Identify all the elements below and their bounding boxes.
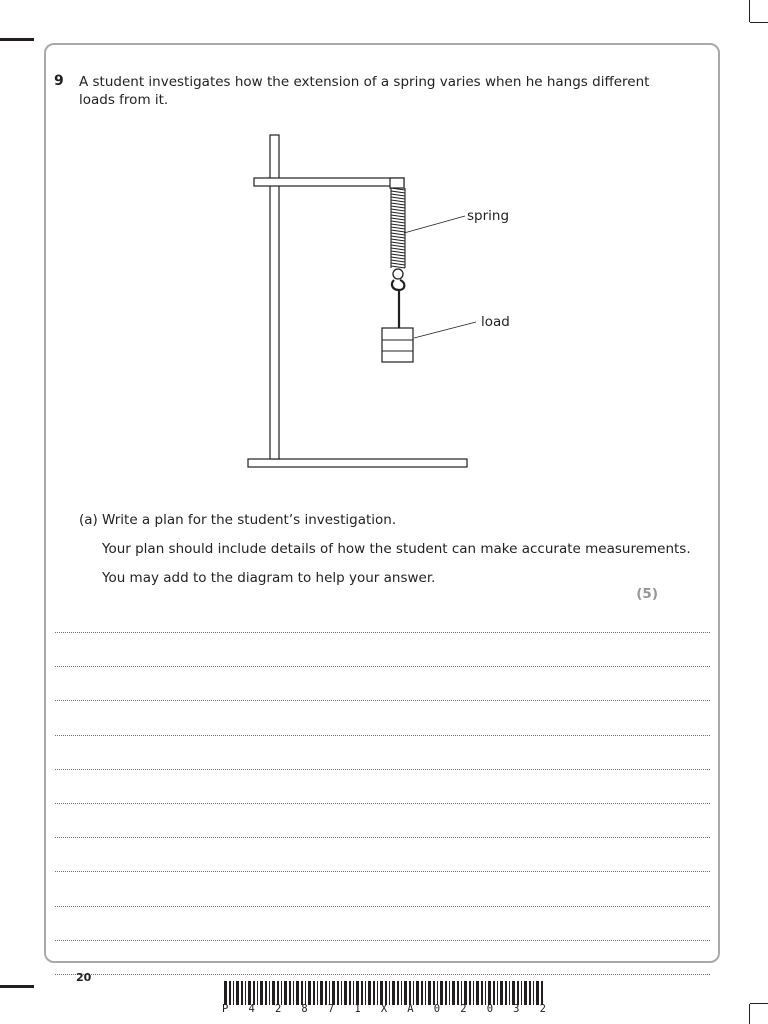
barcode-bar (277, 981, 279, 1005)
answer-line[interactable] (55, 871, 710, 905)
answer-line[interactable] (55, 632, 710, 666)
barcode-bar (260, 981, 263, 1005)
spring (391, 188, 405, 268)
barcode-char: 0 (486, 1003, 494, 1015)
barcode-char: 1 (354, 1003, 361, 1015)
hook (392, 280, 404, 328)
barcode-char: 0 (433, 1003, 441, 1015)
spring-diagram (240, 130, 540, 475)
barcode-char: 4 (248, 1003, 255, 1015)
barcode-bar (353, 981, 354, 1005)
barcode-bar (497, 981, 498, 1005)
barcode-bar (229, 981, 231, 1005)
barcode-bar (265, 981, 267, 1005)
part-a-instruction: Write a plan for the student’s investigation. (102, 512, 397, 528)
barcode-bar (341, 981, 342, 1005)
edge-mark-top (0, 38, 34, 41)
crop-mark (750, 1003, 768, 1004)
barcode-char: 8 (301, 1003, 308, 1015)
barcode-bar (505, 981, 507, 1005)
page-number: 20 (76, 971, 92, 984)
barcode-bar (529, 981, 531, 1005)
barcode-bar (512, 981, 515, 1005)
barcode-bar (296, 981, 299, 1005)
barcode-bar (233, 981, 234, 1005)
barcode-bar (308, 981, 311, 1005)
barcode-bar (449, 981, 450, 1005)
barcode-bar (289, 981, 291, 1005)
barcode-bar (301, 981, 303, 1005)
answer-line[interactable] (55, 974, 710, 975)
barcode-bar (445, 981, 447, 1005)
barcode-bar (293, 981, 294, 1005)
barcode-bar (464, 981, 467, 1005)
barcode-char: 2 (460, 1003, 467, 1015)
barcode-bar (320, 981, 323, 1005)
barcode-bar (488, 981, 491, 1005)
barcode-bar (337, 981, 339, 1005)
barcode-bar (509, 981, 510, 1005)
crop-mark (749, 0, 750, 22)
barcode-bar (245, 981, 246, 1005)
answer-line[interactable] (55, 769, 710, 803)
crop-mark (750, 22, 768, 23)
barcode-bar (257, 981, 258, 1005)
barcode-bar (385, 981, 387, 1005)
barcode-bar (401, 981, 402, 1005)
barcode-bar (344, 981, 347, 1005)
barcode-bar (425, 981, 426, 1005)
part-a-accuracy-note: Your plan should include details of how the student can make accurate measurements. (102, 541, 691, 557)
answer-lines[interactable] (55, 632, 710, 975)
barcode-bar (329, 981, 330, 1005)
barcode-bar (241, 981, 243, 1005)
barcode-bar (500, 981, 503, 1005)
load-mass (382, 328, 413, 362)
barcode-bar (485, 981, 486, 1005)
barcode-bar (433, 981, 435, 1005)
barcode-bar (521, 981, 522, 1005)
barcode-bar (469, 981, 471, 1005)
barcode-bar (368, 981, 371, 1005)
barcode-char: 7 (327, 1003, 335, 1015)
barcode-bar (224, 981, 227, 1005)
answer-line[interactable] (55, 735, 710, 769)
barcode-bar (413, 981, 414, 1005)
barcode-bar (476, 981, 479, 1005)
barcode-bar (313, 981, 315, 1005)
barcode-bar (533, 981, 534, 1005)
answer-line[interactable] (55, 700, 710, 734)
barcode-bar (536, 981, 539, 1005)
answer-line[interactable] (55, 837, 710, 871)
barcode-bar (248, 981, 251, 1005)
barcode-bar (392, 981, 395, 1005)
barcode-bar (541, 981, 543, 1005)
load-label: load (481, 314, 510, 330)
barcode-bar (349, 981, 351, 1005)
barcode-bar (377, 981, 378, 1005)
barcode-bar (461, 981, 462, 1005)
barcode-bar (389, 981, 390, 1005)
stand-base (248, 459, 467, 467)
barcode-bar (409, 981, 411, 1005)
barcode-bar (361, 981, 363, 1005)
barcode-text (222, 1003, 546, 1015)
barcode (224, 981, 544, 1005)
barcode-bar (416, 981, 419, 1005)
barcode-bar (440, 981, 443, 1005)
barcode-bar (365, 981, 366, 1005)
barcode-bar (325, 981, 327, 1005)
question-text: A student investigates how the extension of a spring varies when he hangs different loads from it. (79, 74, 650, 108)
barcode-bar (281, 981, 282, 1005)
clamp-block (390, 178, 404, 188)
barcode-bar (380, 981, 383, 1005)
answer-line[interactable] (55, 940, 710, 974)
answer-line[interactable] (55, 666, 710, 700)
stand-arm (254, 178, 404, 186)
question-number: 9 (54, 73, 64, 89)
spring-leader-line (404, 216, 465, 233)
barcode-char: 2 (539, 1003, 546, 1015)
marks-allocation: (5) (636, 586, 658, 602)
barcode-char: A (407, 1003, 414, 1015)
barcode-char: X (380, 1003, 388, 1015)
answer-line[interactable] (55, 803, 710, 837)
barcode-bar (269, 981, 270, 1005)
barcode-bar (356, 981, 359, 1005)
spring-label: spring (467, 208, 510, 224)
barcode-bar (404, 981, 407, 1005)
barcode-bar (397, 981, 399, 1005)
barcode-bar (517, 981, 519, 1005)
barcode-bar (373, 981, 375, 1005)
barcode-bar (421, 981, 423, 1005)
crop-mark (749, 1004, 750, 1024)
load-leader-line (414, 322, 476, 338)
barcode-bar (305, 981, 306, 1005)
barcode-bar (317, 981, 318, 1005)
barcode-bar (272, 981, 275, 1005)
barcode-bar (524, 981, 527, 1005)
edge-mark-bottom (0, 985, 34, 988)
spring-loop (393, 269, 403, 279)
barcode-char: 2 (274, 1003, 282, 1015)
barcode-bar (437, 981, 438, 1005)
barcode-char: 3 (513, 1003, 520, 1015)
part-a-diagram-note: You may add to the diagram to help your answer. (102, 570, 436, 586)
barcode-bar (473, 981, 474, 1005)
barcode-bar (493, 981, 495, 1005)
barcode-bar (332, 981, 335, 1005)
part-a-label: (a) (79, 512, 98, 528)
barcode-bar (253, 981, 255, 1005)
answer-line[interactable] (55, 906, 710, 940)
barcode-bar (284, 981, 287, 1005)
barcode-char: P (222, 1003, 229, 1015)
barcode-bar (481, 981, 483, 1005)
barcode-bar (452, 981, 455, 1005)
barcode-bar (236, 981, 239, 1005)
barcode-bar (457, 981, 459, 1005)
barcode-bar (428, 981, 431, 1005)
